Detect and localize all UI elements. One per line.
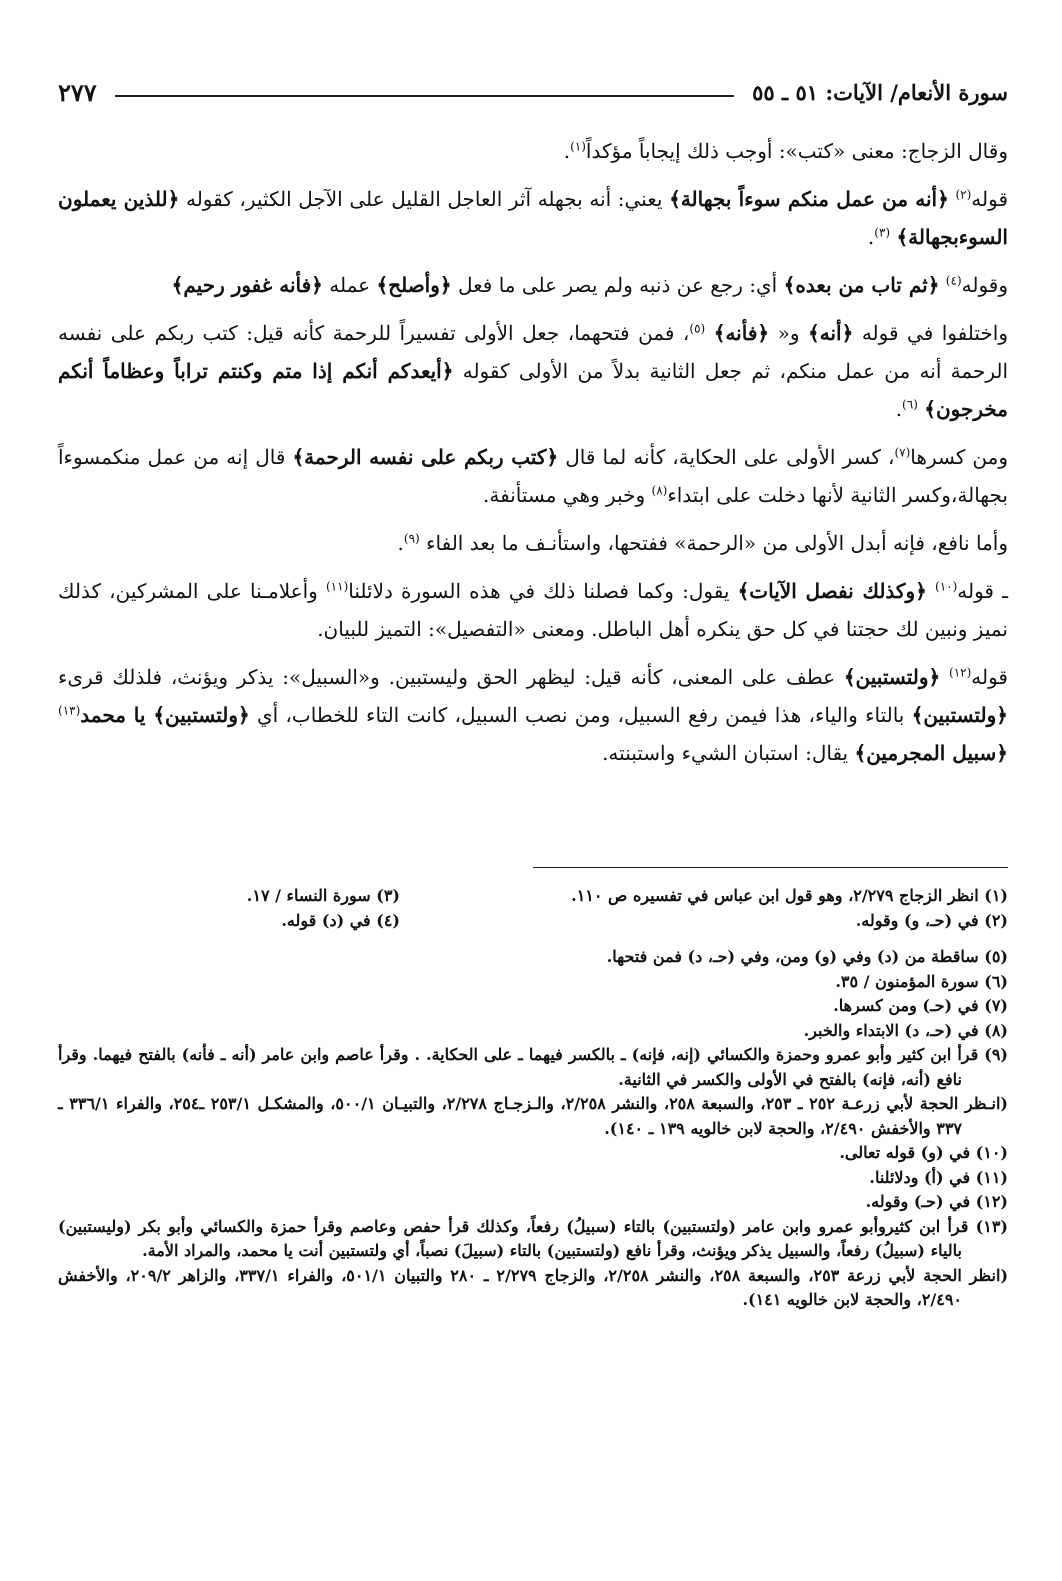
paragraph-2 bbox=[58, 180, 1008, 256]
footnote-row bbox=[58, 884, 1008, 909]
footnotes bbox=[58, 884, 1008, 1313]
footnote-10: (١٠) في (و) قوله تعالى. bbox=[839, 1143, 1008, 1162]
text: واختلفوا في قوله bbox=[853, 321, 1009, 345]
footnote-ref[interactable]: (٢) bbox=[955, 187, 972, 202]
footnote-4: (٤) في (د) قوله. bbox=[281, 910, 400, 930]
text: وقوله bbox=[961, 273, 1008, 297]
footnote-7: (٧) في (حـ) ومن كسرها. bbox=[833, 996, 1008, 1015]
quran-quote: ﴿أيعدكم أنكم إذا متم وكنتم تراباً وعظاماً أنكم مخرجون﴾ bbox=[58, 359, 1008, 421]
quran-quote: ﴿فأنه﴾ bbox=[713, 321, 770, 345]
footnote-row bbox=[58, 909, 1008, 934]
text: عمله bbox=[322, 273, 377, 297]
quran-quote: ﴿وكذلك نفصل الآيات﴾ bbox=[737, 579, 927, 603]
running-title: سورة الأنعام/ الآيات: ٥١ ـ ٥٥ bbox=[752, 79, 1008, 105]
text: و« bbox=[769, 321, 809, 345]
text: . bbox=[895, 397, 903, 421]
page-number: ٢٧٧ bbox=[58, 77, 97, 107]
text: . bbox=[563, 139, 571, 163]
text bbox=[927, 579, 935, 603]
paragraph-6 bbox=[58, 524, 1008, 562]
quran-quote: ﴿فأنه غفور رحيم﴾ bbox=[171, 273, 323, 297]
text: ، كسر الأولى على الحكاية، كأنه لما قال bbox=[558, 445, 895, 469]
text: ومن كسرها bbox=[910, 445, 1008, 469]
text: يقول: وكما فصلنا ذلك في هذه السورة دلائلنا bbox=[348, 579, 738, 603]
quran-quote: ﴿ولتستبين﴾ bbox=[843, 665, 941, 689]
text: يقال: استبان الشيء واستبنته. bbox=[602, 741, 855, 765]
text bbox=[940, 665, 949, 689]
footnote-11: (١١) في (أ) ودلائلنا. bbox=[869, 1167, 1008, 1187]
text: . bbox=[397, 531, 404, 555]
footnote-12: (١٢) في (حـ) وقوله. bbox=[865, 1192, 1008, 1211]
header-rule bbox=[115, 95, 734, 97]
paragraph-5 bbox=[58, 438, 1008, 514]
paragraph-1 bbox=[58, 132, 1008, 170]
text: قوله bbox=[971, 665, 1008, 689]
footnote-9: (٩) قرأ ابن كثير وأبو عمرو وحمزة والكسائي (إنه، فإنه) ـ بالكسر فيهما ـ على الحكاية. . وقرأ عاصم وابن عامر (أنه ـ فأنه) بالفتح فيهما. وقرأ نافع (أنه، فإنه) بالفتح في الأولى والكسر في الثانية. bbox=[58, 1045, 1008, 1089]
quran-quote: ﴿كتب ربكم على نفسه الرحمة﴾ bbox=[292, 445, 559, 469]
footnote-ref[interactable]: (١١) bbox=[325, 579, 349, 594]
text: قال إنه من عمل منكمسوءاً بجهالة،وكسر الثانية لأنها دخلت على ابتداء bbox=[58, 445, 1008, 507]
text: ـ قوله bbox=[957, 579, 1009, 603]
paragraph-3 bbox=[58, 266, 1008, 304]
book-page bbox=[58, 66, 1008, 1546]
quran-quote: ﴿ثم تاب من بعده﴾ bbox=[783, 273, 940, 297]
text: وقال الزجاج: معنى «كتب»: أوجب ذلك إيجاباً مؤكداً bbox=[585, 139, 1008, 163]
footnote-9-sources: (انـظر الحجة لأبي زرعـة ٢٥٢ ـ ٢٥٣، والسبعة ٢٥٨، والنشر ٢/٢٥٨، والـزجـاج ٢/٢٧٨، والتبيـان ٥٠٠/١، والمشكـل ٢٥٣/١ ـ٢٥٤، والفراء ٣٣٦/١ ـ ٣٣٧ والأخفش ٢/٤٩٠، والحجة لابن خالويه ١٣٩ ـ ١٤٠). bbox=[58, 1094, 1008, 1138]
text: وأما نافع، فإنه أبدل الأولى من «الرحمة» ففتحها، واستأنـف ما بعد الفاء bbox=[419, 531, 1008, 555]
quran-quote: ﴿ولتستبين﴾ bbox=[911, 703, 1009, 727]
footnote-6: (٦) سورة المؤمنون / ٣٥. bbox=[835, 971, 1008, 991]
footnote-ref[interactable]: (٤) bbox=[945, 273, 962, 288]
text: بالتاء والياء، هذا فيمن رفع السبيل، ومن نصب السبيل، كانت التاء للخطاب، أي bbox=[249, 703, 912, 727]
paragraph-8 bbox=[58, 658, 1008, 772]
footnote-ref[interactable]: (٩) bbox=[403, 531, 420, 546]
footnote-separator bbox=[533, 867, 1008, 868]
footnote-ref[interactable]: (١٣) bbox=[58, 703, 81, 718]
text: وخبر وهي مستأنفة. bbox=[483, 483, 652, 507]
text: . bbox=[867, 225, 875, 249]
text: وأعلامـنا على المشركين، كذلك نميز ونبين لك حجتنا في كل حق ينكره أهل الباطل. ومعنى «التفصيل»: التميز للبيان. bbox=[58, 579, 1008, 641]
footnote-ref[interactable]: (٧) bbox=[894, 445, 911, 460]
footnote-8: (٨) في (حـ، د) الابتداء والخبر. bbox=[803, 1020, 1008, 1040]
quran-quote: ﴿أنه﴾ bbox=[808, 321, 854, 345]
footnote-gap bbox=[58, 933, 1008, 945]
footnote-3: (٣) سورة النساء / ١٧. bbox=[246, 886, 400, 905]
footnote-2: (٢) في (حـ، و) وقوله. bbox=[855, 910, 1008, 930]
quran-quote: ﴿ولتستبين﴾ bbox=[153, 703, 250, 727]
text: عطف على المعنى، كأنه قيل: ليظهر الحق وليستبين. و«السبيل»: يذكر ويؤنث، فلذلك قرىء bbox=[58, 665, 844, 689]
text: يعني: أنه بجهله آثر العاجل القليل على الآجل الكثير، كقوله bbox=[179, 187, 670, 211]
footnote-5: (٥) ساقطة من (د) وفي (و) ومن، وفي (حـ، د) فمن فتحها. bbox=[606, 947, 1008, 966]
main-text bbox=[58, 132, 1008, 782]
footnote-ref[interactable]: (٥) bbox=[689, 321, 706, 336]
quran-quote: ﴿سبيل المجرمين﴾ bbox=[854, 741, 1008, 765]
footnote-ref[interactable]: (١٢) bbox=[949, 665, 972, 680]
footnote-ref[interactable]: (٨) bbox=[651, 483, 668, 498]
quran-quote: ﴿للذين يعملون السوءبجهالة﴾ bbox=[58, 187, 1008, 249]
footnote-13: (١٣) قرأ ابن كثيروأبو عمرو وابن عامر (ولتستبين) بالتاء (سبيلُ) رفعاً، وكذلك قرأ حفص وعاصم وقرأ حمزة والكسائي وأبو بكر (وليستبين) بالياء (سبيلُ) رفعاً، والسبيل يذكر ويؤنث، وقرأ نافع (ولتستبين) بالتاء (سبيلَ) نصباً، أي ولتستبين أنت يا محمد، والمراد الأمة. bbox=[58, 1216, 1008, 1260]
text: ، فمن فتحهما، جعل الأولى تفسيراً للرحمة كأنه قيل: كتب ربكم على نفسه الرحمة أنه من عمل منكم، ثم جعل الثانية بدلاً من الأولى كقوله bbox=[58, 321, 1009, 383]
text: يا محمد bbox=[80, 703, 154, 727]
footnote-ref[interactable]: (٦) bbox=[902, 397, 918, 412]
page-header bbox=[58, 72, 1008, 112]
footnote-ref[interactable]: (١) bbox=[570, 139, 586, 154]
footnote-1: (١) انظر الزجاج ٢/٢٧٩، وهو قول ابن عباس في تفسيره ص ١١٠. bbox=[571, 886, 1008, 905]
footnote-ref[interactable]: (١٠) bbox=[935, 579, 958, 594]
footnote-ref[interactable]: (٣) bbox=[874, 225, 891, 240]
quran-quote: ﴿وأصلح﴾ bbox=[376, 273, 452, 297]
footnote-13-sources: (انظر الحجة لأبي زرعة ٢٥٣، والسبعة ٢٥٨، والنشر ٢/٢٥٨، والزجاج ٢/٢٧٩ ـ ٢٨٠ والتبيان ٥٠١/١، والفراء ٣٣٧/١، والزاهر ٢٠٩/٢، والأخفش ٢/٤٩٠، والحجة لابن خالويه ١٤١). bbox=[58, 1265, 1009, 1309]
paragraph-4 bbox=[58, 314, 1008, 428]
text: أي: رجع عن ذنبه ولم يصر على ما فعل bbox=[451, 273, 784, 297]
quran-quote: ﴿أنه من عمل منكم سوءاً بجهالة﴾ bbox=[669, 187, 949, 211]
text bbox=[705, 321, 714, 345]
paragraph-7 bbox=[58, 572, 1008, 648]
text: قوله bbox=[971, 187, 1009, 211]
